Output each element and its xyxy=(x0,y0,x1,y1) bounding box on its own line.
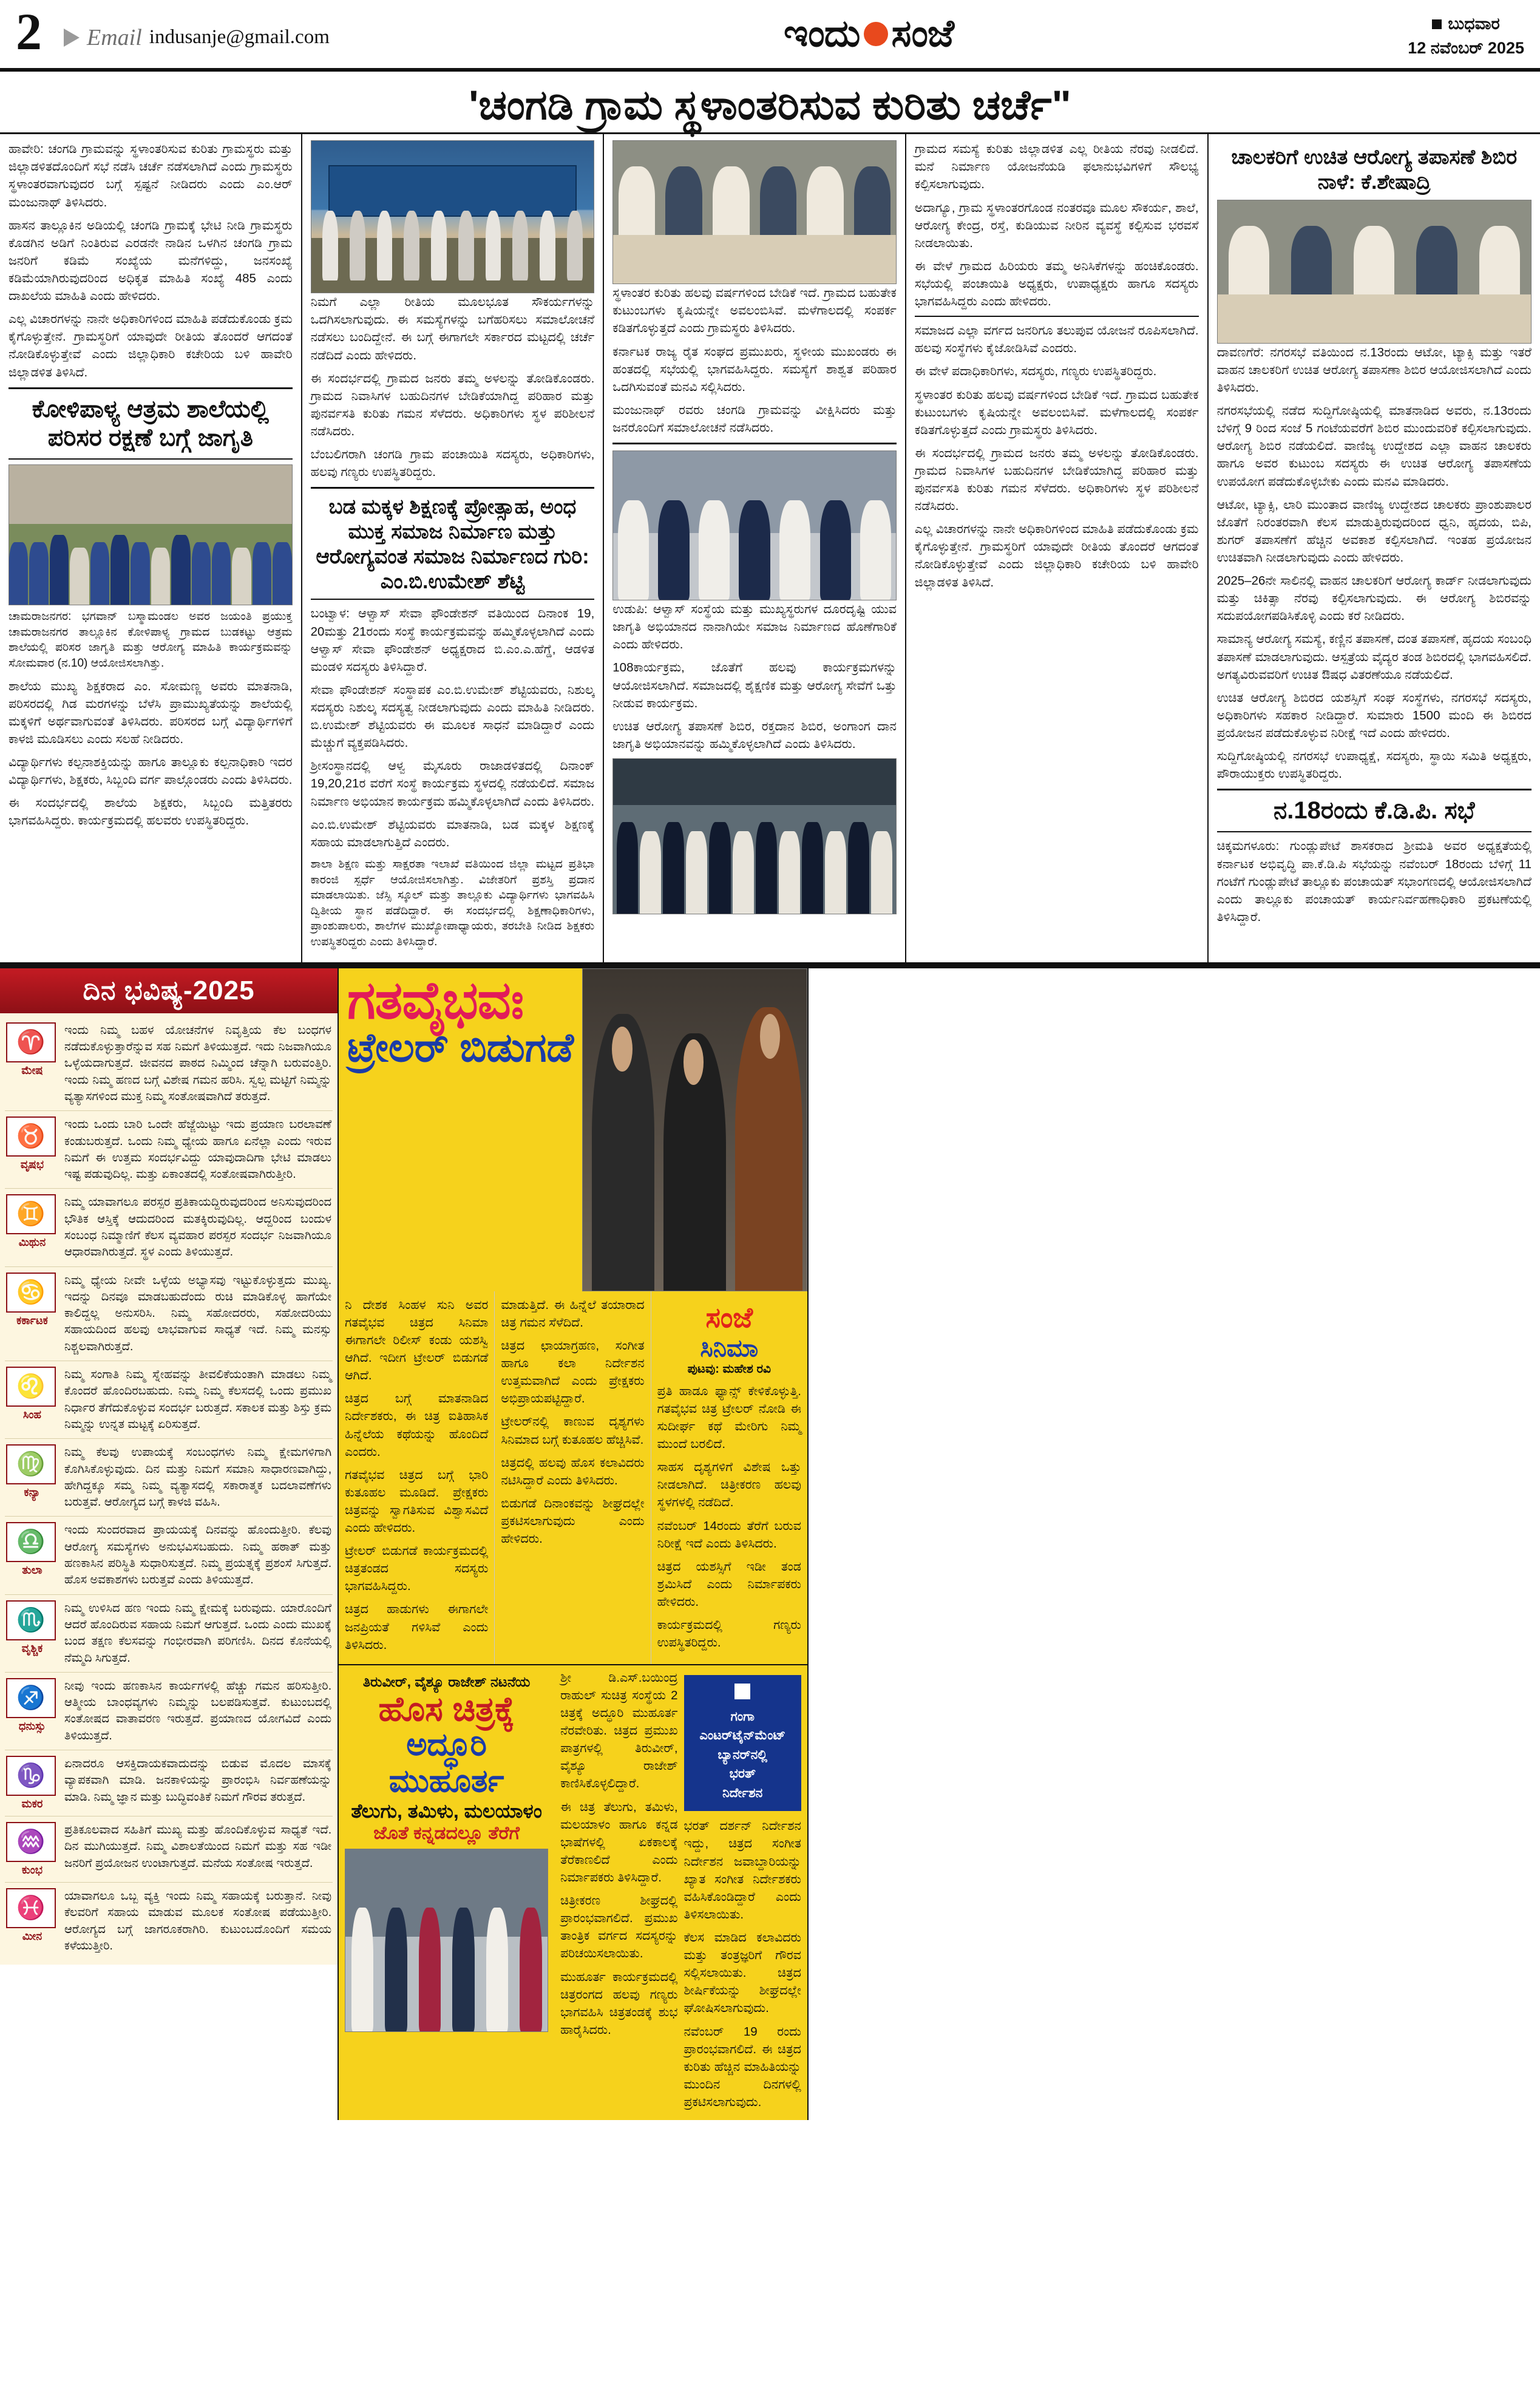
umesh-para: ಉಚಿತ ಆರೋಗ್ಯ ತಪಾಸಣೆ ಶಿಬಿರ, ರಕ್ತದಾನ ಶಿಬಿರ, ಅಂಗಾಂಗ ದಾನ ಜಾಗೃತಿ ಅಭಿಯಾನವನ್ನು ಹಮ್ಮಿಕೊಳ್ಳಲಾಗಿದೆ ಎಂದು ತಿಳಿಸಿದರು. xyxy=(612,719,897,751)
horoscope-panel xyxy=(0,968,339,2120)
muhurta-para: ಈ ಚಿತ್ರ ತೆಲುಗು, ತಮಿಳು, ಮಲಯಾಳಂ ಹಾಗೂ ಕನ್ನಡ ಭಾಷೆಗಳಲ್ಲಿ ಏಕಕಾಲಕ್ಕೆ ತೆರೆಕಾಣಲಿದೆ ಎಂದು ನಿರ್ಮಾಪಕರು ತಿಳಿಸಿದ್ದಾರೆ. xyxy=(560,1799,678,1885)
umesh-caption: ಶಾಲಾ ಶಿಕ್ಷಣ ಮತ್ತು ಸಾಕ್ಷರತಾ ಇಲಾಖೆ ವತಿಯಿಂದ ಜಿಲ್ಲಾ ಮಟ್ಟದ ಪ್ರತಿಭಾ ಕಾರಂಜಿ ಸ್ಪರ್ಧೆ ಆಯೋಜಿಸಲಾಗಿತ್ತು. ವಿಜೇತರಿಗೆ ಪ್ರಶಸ್ತಿ ಪ್ರದಾನ ಮಾಡಲಾಯಿತು. ಜೆಸ್ಸಿ ಸ್ಕೂಲ್ ಮತ್ತು ತಾಲ್ಲೂಕು ವಿದ್ಯಾರ್ಥಿಗಳು ಭಾಗವಹಿಸಿ ದ್ವಿತೀಯ ಸ್ಥಾನ ಪಡೆದಿದ್ದಾರೆ. ಈ ಸಂದರ್ಭದಲ್ಲಿ ಶಿಕ್ಷಣಾಧಿಕಾರಿಗಳು, ಪ್ರಾಂಶುಪಾಲರು, ಶಾಲೆಗಳ ಮುಖ್ಯೋಪಾಧ್ಯಾಯರು, ತರಬೇತಿ ನೀಡಿದ ಶಿಕ್ಷಕರು ಉಪಸ್ಥಿತರಿದ್ದರು ಎಂದು ತಿಳಿಸಿದ್ದಾರೆ. xyxy=(310,857,595,949)
umesh-side-para: ಸೇವಾ ಫೌಂಡೇಶನ್ ಸಂಸ್ಥಾಪಕ ಎಂ.ಬಿ.ಉಮೇಶ್ ಶೆಟ್ಟಿಯವರು, ನಿಶುಲ್ಕ ಸದಸ್ಯರು ನಿಶುಲ್ಕ ಸದಸ್ಯತ್ವ ನೀಡಲಾಗುವುದು ಎಂದು ಮಾಹಿತಿ ನೀಡಿದರು. ಬಿ.ಉಮೇಶ್ ಶೆಟ್ಟಿಯವರು ಈ ಮೂಲಕ ಸಾಧನೆ ಮಾಡಿದ್ದಾರೆ ಎಂದು ಮೆಚ್ಚುಗೆ ವ್ಯಕ್ತಪಡಿಸಿದರು. xyxy=(310,682,595,750)
cinema-para: ಬಿಡುಗಡೆ ದಿನಾಂಕವನ್ನು ಶೀಘ್ರದಲ್ಲೇ ಪ್ರಕಟಿಸಲಾಗುವುದು ಎಂದು ಹೇಳಿದರು. xyxy=(501,1496,645,1546)
muhurta-photo xyxy=(345,1849,548,2032)
umesh-side-para: ಎಂ.ಬಿ.ಉಮೇಶ್ ಶೆಟ್ಟಿಯವರು ಮಾತನಾಡಿ, ಬಡ ಮಕ್ಕಳ ಶಿಕ್ಷಣಕ್ಕೆ ಸಹಾಯ ಮಾಡಲಾಗುತ್ತಿದೆ ಎಂದರು. xyxy=(310,817,595,849)
cinema-para: ಪ್ರತಿ ಹಾಡೂ ಫ್ಯಾನ್ಸ್ ಕೇಳಿಕೊಳ್ಳುತ್ತಿ. ಗತವೈಭವ ಚಿತ್ರ ಟ್ರೇಲರ್ ನೋಡಿ ಈ ಸುದೀರ್ಘ ಕಥೆ ಮೇರಿಗು ನಿಮ್ಮ ಮುಂದೆ ಬರಲಿದೆ. xyxy=(657,1384,801,1452)
zodiac-icon-cell xyxy=(6,1888,58,1954)
divider xyxy=(915,316,1199,317)
umesh-side-para: ಶ್ರೀಸಂಸ್ಥಾನದಲ್ಲಿ ಆಳ್ವ ಮೈಸೂರು ರಾಜಾಡಳಿತದಲ್ಲಿ ದಿನಾಂಕ್ 19,20,21ರ ವರೆಗೆ ಸಂಸ್ಥೆ ಕಾರ್ಯಕ್ರಮ ಸ್ಥಳದಲ್ಲಿ ನಡೆಯಲಿದೆ. ಸಮಾಜ ನಿರ್ಮಾಣ ಅಭಿಯಾನ ಕಾರ್ಯಕ್ರಮ ಹಮ್ಮಿಕೊಳ್ಳಲಾಗಿದೆ ಎಂದು ತಿಳಿಸಿದರು. xyxy=(310,759,595,809)
divider xyxy=(311,487,595,489)
cancer-icon: ♋ xyxy=(6,1273,56,1313)
list-item xyxy=(5,1439,333,1517)
muhurta-para: ಭರತ್ ದರ್ಶನ್ ನಿರ್ದೇಶನ ಇದ್ದು, ಚಿತ್ರದ ಸಂಗೀತ ನಿರ್ದೇಶನ ಜವಾಬ್ದಾರಿಯನ್ನು ಖ್ಯಾತ ಸಂಗೀತ ನಿರ್ದೇಶಕರು ವಹಿಸಿಕೊಂಡಿದ್ದಾರೆ ಎಂದು ತಿಳಿಸಲಾಯಿತು. xyxy=(684,1819,801,1922)
kolipalya-heading: ಕೋಳಿಪಾಳ್ಯ ಆತ್ರಮ ಶಾಲೆಯಲ್ಲಿ ಪರಿಸರ ರಕ್ಷಣೆ ಬಗ್ಗೆ ಜಾಗೃತಿ xyxy=(32,395,269,451)
list-item xyxy=(5,1883,333,1960)
email-address[interactable]: indusanje@gmail.com xyxy=(149,26,330,49)
lead-headline: 'ಚಂಗಡಿ ಗ್ರಾಮ ಸ್ಥಳಾಂತರಿಸುವ ಕುರಿತು ಚರ್ಚೆ" xyxy=(0,72,1540,134)
horoscope-list xyxy=(0,1013,338,1965)
sign-text: ನಿಮ್ಮ ಸಂಗಾತಿ ನಿಮ್ಮ ಸ್ನೇಹವನ್ನು ತೀವಲಿಕೆಯಂತಾಗಿ ಮಾಡಲು ನಿಮ್ಮ ಕೊಂದರೆ ಹೊಂದಿರಬಹುದು. ನಿಮ್ಮ ನಿಮ್ಮ ಕೆಲಸದಲ್ಲಿ ಒಂದು ಪ್ರಮುಖ ನಿರ್ಧಾರ ತೆಗೆದುಕೊಳ್ಳುವ ಸಂದರ್ಭ ಬರುತ್ತದೆ. ಸಕಾಲಕ ಮತ್ತು ಶಿಸ್ತು ಕ್ರಮ ನಿಮ್ಮನ್ನು ಉನ್ನತ ಮಟ್ಟಕ್ಕೆ ಏರಿಸುತ್ತದೆ. xyxy=(64,1368,332,1431)
lead-para: ಈ ಸಂದರ್ಭದಲ್ಲಿ ಗ್ರಾಮದ ಜನರು ತಮ್ಮ ಅಳಲನ್ನು ತೋಡಿಕೊಂಡರು. ಗ್ರಾಮದ ನಿವಾಸಿಗಳ ಬಹುದಿನಗಳ ಬೇಡಿಕೆಯಾಗಿದ್ದ ಪರಿಹಾರ ಮತ್ತು ಪುನರ್ವಸತಿ ಕುರಿತು ಗಮನ ಸೆಳೆದರು. ಅಧಿಕಾರಿಗಳು ಸ್ಥಳ ಪರಿಶೀಲನೆ ನಡೆಸಿದರು. xyxy=(914,446,1199,514)
umesh-para: ಈ ವೇಳೆ ಪದಾಧಿಕಾರಿಗಳು, ಸದಸ್ಯರು, ಗಣ್ಯರು ಉಪಸ್ಥಿತರಿದ್ದರು. xyxy=(914,364,1157,379)
aries-icon: ♈ xyxy=(6,1022,56,1062)
trailer-release-label: ಟ್ರೇಲರ್ ಬಿಡುಗಡೆ xyxy=(347,1024,574,1070)
cinema-col-2 xyxy=(495,1291,651,1664)
muhurta-para: ಮುಹೂರ್ತ ಕಾರ್ಯಕ್ರಮದಲ್ಲಿ ಚಿತ್ರರಂಗದ ಹಲವು ಗಣ್ಯರು ಭಾಗವಹಿಸಿ ಚಿತ್ರತಂಡಕ್ಕೆ ಶುಭ ಹಾರೈಸಿದರು. xyxy=(560,1969,678,2037)
sign-text: ಇಂದು ಸುಂದರವಾದ ಪ್ರಾಯಯಕ್ಕೆ ದಿನವನ್ನು ಹೊಂದುತ್ತೀರಿ. ಕೆಲವು ಆರೋಗ್ಯ ಸಮಸ್ಯೆಗಳು ಅನುಭವಿಸಬಹುದು. ನಿಮ್ಮ ಹಠಾತ್ ಮತ್ತು ಹಣಕಾಸಿನ ಪರಿಸ್ಥಿತಿ ಸುಧಾರಿಸುತ್ತದೆ. ನಿಮ್ಮ ಪ್ರಯತ್ನಕ್ಕೆ ಪ್ರಶಂಸೆ ಸಿಗುತ್ತದೆ. ಹೊಸ ಅವಕಾಶಗಳು ಬರುತ್ತವೆ ಎಂದು ತಿಳಿಯುತ್ತದೆ. xyxy=(64,1523,332,1587)
cinema-para: ಚಿತ್ರದ ಬಗ್ಗೆ ಮಾತನಾಡಿದ ನಿರ್ದೇಶಕರು, ಈ ಚಿತ್ರ ಐತಿಹಾಸಿಕ ಹಿನ್ನೆಲೆಯ ಕಥೆಯನ್ನು ಹೊಂದಿದೆ ಎಂದರು. xyxy=(345,1392,489,1459)
column-4 xyxy=(906,134,1209,962)
list-item xyxy=(5,1017,333,1111)
zodiac-icon-cell xyxy=(6,1273,58,1355)
column-2 xyxy=(302,134,605,962)
sign-name: ಮೀನ xyxy=(22,1930,42,1943)
column-5 xyxy=(1209,134,1540,962)
advertisement-box[interactable] xyxy=(684,1675,801,1812)
zodiac-icon-cell xyxy=(6,1194,58,1260)
bottom-section xyxy=(0,965,1540,2120)
list-item xyxy=(5,1267,333,1361)
sanje-label: ಸಂಜೆ xyxy=(705,1301,753,1333)
lead-para: ಗ್ರಾಮದ ಸಮಸ್ಯೆ ಕುರಿತು ಜಿಲ್ಲಾಡಳಿತ ಎಲ್ಲ ರೀತಿಯ ನೆರವು ನೀಡಲಿದೆ. ಮನೆ ನಿರ್ಮಾಣ ಯೋಜನೆಯಡಿ ಫಲಾನುಭವಿಗಳಿಗೆ ಸೌಲಭ್ಯ ಕಲ್ಪಿಸಲಾಗುವುದು. xyxy=(914,142,1199,192)
sign-name: ಕುಂಭ xyxy=(21,1864,43,1877)
logo-text-right: ಸಂಜೆ xyxy=(891,13,954,55)
list-item xyxy=(5,1816,333,1883)
sign-name: ಧನುಸ್ಸು xyxy=(18,1719,46,1732)
sign-text: ಏನಾದರೂ ಆಸಕ್ತಿದಾಯಕವಾದುದನ್ನು ಬಿಡುವ ಮೊದಲ ಮಾಸಕ್ಕೆ ವ್ಯಾಪಕವಾಗಿ ಮಾಡಿ. ಜನಕಾಳಿಯನ್ನು ಪ್ರಾರಂಭಿಸಿ ನಿರ್ವಹಣೆಯನ್ನು ಮಾಡಿ. ನಿಮ್ಮ ಜ್ಞಾನ ಮತ್ತು ಬುದ್ಧಿವಂತಿಕೆ ನಿಮಗೆ ಗೌರವ ತರುತ್ತದೆ. xyxy=(64,1757,332,1804)
list-item xyxy=(5,1595,333,1673)
divider xyxy=(8,387,293,389)
sign-name: ತುಲಾ xyxy=(22,1564,42,1577)
lead-para: ಕರ್ನಾಟಕ ರಾಜ್ಯ ರೈತ ಸಂಘದ ಪ್ರಮುಖರು, ಸ್ಥಳೀಯ ಮುಖಂಡರು ಈ ಹಂತದಲ್ಲಿ ಸಭೆಯಲ್ಲಿ ಭಾಗವಹಿಸಿದ್ದರು. ಸಮಸ್ಯೆಗೆ ಶಾಶ್ವತ ಪರಿಹಾರ ಒದಗಿಸುವಂತೆ ಮನವಿ ಸಲ್ಲಿಸಿದರು. xyxy=(612,344,897,394)
divider xyxy=(8,458,293,460)
divider xyxy=(612,443,897,444)
muhurta-line-2: ಹೊಸ ಚಿತ್ರಕ್ಕೆ xyxy=(378,1689,515,1728)
zodiac-icon-cell xyxy=(6,1600,58,1667)
zodiac-icon-cell xyxy=(6,1022,58,1105)
kolipalya-caption: ಚಾಮರಾಜನಗರ: ಭಗವಾನ್ ಬಸ್ಮಾಮಂಡಲ ಅವರ ಜಯಂತಿ ಪ್ರಯುಕ್ತ ಚಾಮರಾಜನಗರ ತಾಲ್ಲೂಕಿನ ಕೋಳಿಪಾಳ್ಯ ಗ್ರಾಮದ ಬುಡಕಟ್ಟು ಆತ್ರಮ ಶಾಲೆಯಲ್ಲಿ ಪರಿಸರ ಜಾಗೃತಿ ಮತ್ತು ಆರೋಗ್ಯ ಮಾಹಿತಿ ಕಾರ್ಯಕ್ರಮವನ್ನು ಸೋಮವಾರ (ನ.10) ಆಯೋಜಿಸಲಾಗಿತ್ತು. xyxy=(8,610,293,670)
muhurta-text-col-2 xyxy=(684,1669,801,2116)
muhurta-para: ಕೆಲಸ ಮಾಡಿದ ಕಲಾವಿದರು ಮತ್ತು ತಂತ್ರಜ್ಞರಿಗೆ ಗೌರವ ಸಲ್ಲಿಸಲಾಯಿತು. ಚಿತ್ರದ ಶೀರ್ಷಿಕೆಯನ್ನು ಶೀಘ್ರದಲ್ಲೇ ಘೋಷಿಸಲಾಗುವುದು. xyxy=(684,1930,801,2016)
cinema-label: ಸಿನಿಮಾ xyxy=(700,1334,759,1362)
health-para: ಉಚಿತ ಆರೋಗ್ಯ ಶಿಬಿರದ ಯಶಸ್ಸಿಗೆ ಸಂಘ ಸಂಸ್ಥೆಗಳು, ನಗರಸಭೆ ಸದಸ್ಯರು, ಅಧಿಕಾರಿಗಳು ಸಹಕಾರ ನೀಡಿದ್ದಾರೆ. ಸುಮಾರು 1500 ಮಂದಿ ಈ ಶಿಬಿರದ ಪ್ರಯೋಜನ ಪಡೆದುಕೊಳ್ಳುವ ನಿರೀಕ್ಷೆ ಇದೆ ಎಂದು ಹೇಳಿದರು. xyxy=(1216,690,1532,740)
kolipalya-para: ಶಾಲೆಯ ಮುಖ್ಯ ಶಿಕ್ಷಕರಾದ ಎಂ. ಸೋಮಣ್ಣ ಅವರು ಮಾತನಾಡಿ, ಪರಿಸರದಲ್ಲಿ ಗಿಡ ಮರಗಳನ್ನು ಬೆಳೆಸಿ ಪ್ರಾಮುಖ್ಯತೆಯನ್ನು ಶಾಲೆಯಲ್ಲಿ ಮಕ್ಕಳಿಗೆ ಅರ್ಥವಾಗುವಂತೆ ತಿಳಿಸಿದರು. ಪರಿಸರದ ಬಗ್ಗೆ ವಿದ್ಯಾರ್ಥಿಗಳಿಗೆ ಕಾಳಜಿ ಮೂಡಿಸಲು ಎಂದು ಸಲಹೆ ನೀಡಿದರು. xyxy=(8,679,293,746)
cinema-para: ಚಿತ್ರದ ಛಾಯಾಗ್ರಹಣ, ಸಂಗೀತ ಹಾಗೂ ಕಲಾ ನಿರ್ದೇಶನ ಉತ್ತಮವಾಗಿದೆ ಎಂದು ಪ್ರೇಕ್ಷಕರು ಅಭಿಪ್ರಾಯಪಟ್ಟಿದ್ದಾರೆ. xyxy=(501,1338,645,1406)
masthead-logo xyxy=(784,12,954,56)
sign-name: ಮೇಷ xyxy=(21,1064,43,1076)
lead-para: ಮಂಜುನಾಥ್ ರವರು ಚಂಗಡಿ ಗ್ರಾಮವನ್ನು ವೀಕ್ಷಿಸಿದರು ಮತ್ತು ಜನರೊಂದಿಗೆ ಸಮಾಲೋಚನೆ ನಡೆಸಿದರು. xyxy=(612,403,897,435)
list-item xyxy=(5,1361,333,1439)
health-para: 2025–26ನೇ ಸಾಲಿನಲ್ಲಿ ವಾಹನ ಚಾಲಕರಿಗೆ ಆರೋಗ್ಯ ಕಾರ್ಡ್ ನೀಡಲಾಗುವುದು ಮತ್ತು ಚಿಕಿತ್ಸಾ ನೆರವು ಕಲ್ಪಿಸಲಾಗುವುದು. ಈ ಆರೋಗ್ಯ ಶಿಬಿರವನ್ನು ಸದುಪಯೋಗಪಡಿಸಿಕೊಳ್ಳಿ ಎಂದು ಕರೆ ನೀಡಿದರು. xyxy=(1216,574,1532,624)
list-item xyxy=(5,1517,333,1594)
umesh-para: ಸಮಾಜದ ಎಲ್ಲಾ ವರ್ಗದ ಜನರಿಗೂ ತಲುಪುವ ಯೋಜನೆ ರೂಪಿಸಲಾಗಿದೆ. ಹಲವು ಸಂಸ್ಥೆಗಳು ಕೈಜೋಡಿಸಿವೆ ಎಂದರು. xyxy=(914,324,1199,356)
kolipalya-para: ವಿದ್ಯಾರ್ಥಿಗಳು ಕಲ್ಪನಾಶಕ್ತಿಯನ್ನು ಹಾಗೂ ತಾಲ್ಲೂಕು ಕಲ್ಪನಾಧಿಕಾರಿ ಇದರ ವಿದ್ಯಾರ್ಥಿಗಳು, ಶಿಕ್ಷಕರು, ಸಿಬ್ಬಂದಿ ವರ್ಗ ಪಾಲ್ಗೊಂಡರು ಎಂದು ತಿಳಿಸಿದರು. xyxy=(8,755,293,787)
sign-name: ಕನ್ಯಾ xyxy=(24,1486,41,1499)
muhurta-text-col-1 xyxy=(560,1669,677,2116)
lead-photo xyxy=(311,140,595,293)
masthead-left xyxy=(16,2,330,61)
logo xyxy=(784,12,954,56)
cinema-photo xyxy=(582,968,807,1291)
health-heading: ಚಾಲಕರಿಗೆ ಉಚಿತ ಆರೋಗ್ಯ ತಪಾಸಣೆ ಶಿಬಿರ ನಾಳೆ: ಕೆ.ಶೇಷಾದ್ರಿ xyxy=(1231,146,1518,194)
sagittarius-icon: ♐ xyxy=(6,1678,56,1718)
muhurta-para: ಚಿತ್ರೀಕರಣ ಶೀಘ್ರದಲ್ಲಿ ಪ್ರಾರಂಭವಾಗಲಿದೆ. ಪ್ರಮುಖ ತಾಂತ್ರಿಕ ವರ್ಗದ ಸದಸ್ಯರನ್ನು ಪರಿಚಯಿಸಲಾಯಿತು. xyxy=(560,1894,678,1961)
zodiac-icon-cell xyxy=(6,1116,58,1183)
lead-para: ಎಲ್ಲ ವಿಚಾರಗಳನ್ನು ನಾನೇ ಅಧಿಕಾರಿಗಳಿಂದ ಮಾಹಿತಿ ಪಡೆದುಕೊಂಡು ಕ್ರಮ ಕೈಗೊಳ್ಳುತ್ತೇನೆ. ಗ್ರಾಮಸ್ಥರಿಗೆ ಯಾವುದೇ ರೀತಿಯ ತೊಂದರೆ ಆಗದಂತೆ ನೋಡಿಕೊಳ್ಳುತ್ತೇವೆ ಎಂದು ಜಿಲ್ಲಾಧಿಕಾರಿ ಕಚೇರಿಯ ಬಳಿ ಹಾವೇರಿ ಜಿಲ್ಲಾಡಳಿತ ತಿಳಿಸಿದೆ. xyxy=(8,312,293,379)
sign-text: ಇಂದು ಒಂದು ಬಾರಿ ಒಂದೇ ಹೆಜ್ಜೆಯಿಟ್ಟು ಇದು ಪ್ರಯಾಣ ಬರಲಾವಣೆ ಕಂಡುಬರುತ್ತದೆ. ಒಂದು ನಿಮ್ಮ ಧ್ಯೇಯ ಹಾಗೂ ಏನೆಲ್ಲಾ ಎಂದು ಇರುವ ನಿಮಗೆ ಈ ಉತ್ತಮ ಸಂದರ್ಭವಿದ್ದು ಯಾವುದಾದಿಗಾ ಭೇಟಿ ಮಾಡಲು ಇಷ್ಟ ಪಡುವುದಿಲ್ಲ. ಮತ್ತು ಏಕಾಂತದಲ್ಲಿ ಸಂತೋಷವಾಗಿರುತ್ತೀರಿ. xyxy=(64,1118,332,1181)
lead-para: ಎಲ್ಲ ವಿಚಾರಗಳನ್ನು ನಾನೇ ಅಧಿಕಾರಿಗಳಿಂದ ಮಾಹಿತಿ ಪಡೆದುಕೊಂಡು ಕ್ರಮ ಕೈಗೊಳ್ಳುತ್ತೇನೆ. ಗ್ರಾಮಸ್ಥರಿಗೆ ಯಾವುದೇ ರೀತಿಯ ತೊಂದರೆ ಆಗದಂತೆ ನೋಡಿಕೊಳ್ಳುತ್ತೇವೆ ಎಂದು ಜಿಲ್ಲಾಧಿಕಾರಿ ಕಚೇರಿಯ ಬಳಿ ಹಾವೇರಿ ಜಿಲ್ಲಾಡಳಿತ ತಿಳಿಸಿದೆ. xyxy=(914,522,1199,590)
lead-para: ಹಾಸನ ತಾಲ್ಲೂಕಿನ ಅಡಿಯಲ್ಲಿ ಚಂಗಡಿ ಗ್ರಾಮಕ್ಕೆ ಭೇಟಿ ನೀಡಿ ಗ್ರಾಮಸ್ಥರು ಕೊಡಗಿನ ಅಡಿಗೆ ನಿಂತಿರುವ ಎರಡನೇ ನಾಡಿನ ಒಳಗಿನ ಚಂಗಡಿ ಗ್ರಾಮ ಜನರಿಗೆ ಕಡಿಮೆ ಸಂಖ್ಯೆಯ ಮನೆಗಳಿದ್ದು, ಜನಸಂಖ್ಯೆ ಕಡಿಮೆಯಾಗಿರುವುದರಿಂದ ಅಧಿಕೃತ ಮಾಹಿತಿ ಸಂಖ್ಯೆ 485 ಎಂದು ದಾಖಲೆಯ ಮಾಹಿತಿ ಎಂದು ಹೇಳಿದರು. xyxy=(8,218,293,304)
square-bullet-icon xyxy=(1432,19,1442,29)
health-photo xyxy=(1217,200,1532,344)
cinema-para: ಚಿತ್ರದ ಹಾಡುಗಳು ಈಗಾಗಲೇ ಜನಪ್ರಿಯತೆ ಗಳಿಸಿವೆ ಎಂದು ತಿಳಿಸಿದರು. xyxy=(345,1602,489,1652)
libra-icon: ♎ xyxy=(6,1522,56,1562)
logo-dot-icon xyxy=(864,22,888,46)
health-para: ಆಟೋ, ಟ್ಯಾಕ್ಸಿ, ಲಾರಿ ಮುಂತಾದ ವಾಣಿಜ್ಯ ಉದ್ದೇಶದ ಚಾಲಕರು ಪ್ರಾಂಶುಪಾಲರ ಜೊತೆಗೆ ನಿರಂತರವಾಗಿ ಕೆಲಸ ಮಾಡುತ್ತಿರುವುದರಿಂದ ಧ್ವನಿ, ಹೃದಯ, ಬಿಪಿ, ಶುಗರ್ ತಪಾಸಣೆಗೆ ಹೆಚ್ಚಿನ ಅವಕಾಶ ಕಲ್ಪಿಸಲಾಗಿದೆ. ಇಂತಹ ಪ್ರಯೋಜನ ಉಚಿತವಾಗಿ ನೀಡಲಾಗುವುದು ಎಂದು ಹೇಳಿದರು. xyxy=(1216,497,1532,565)
taurus-icon: ♉ xyxy=(6,1116,56,1157)
cinema-byline: ಪುಟವು: ಮಹೇಶ ರವಿ xyxy=(687,1362,771,1376)
kdp-para: ಚಿಕ್ಕಮಗಳೂರು: ಗುಂಡ್ಲುಪೇಟೆ ಶಾಸಕರಾದ ಶ್ರೀಮತಿ ಅವರ ಅಧ್ಯಕ್ಷತೆಯಲ್ಲಿ ಕರ್ನಾಟಕ ಅಭಿವೃದ್ಧಿ ಪಾ.ಕೆ.ಡಿ.ಪಿ ಸಭೆಯನ್ನು ನವೆಂಬರ್ 18ರಂದು ಬೆಳಿಗ್ಗೆ 11 ಗಂಟೆಗೆ ಗುಂಡ್ಲುಪೇಟೆ ತಾಲ್ಲೂಕು ಪಂಚಾಯತ್ ಸಭಾಂಗಣದಲ್ಲಿ ಆಯೋಜಿಸಲಾಗಿದೆ ಎಂದು ತಾಲ್ಲೂಕು ಪಂಚಾಯತ್ ಕಾರ್ಯನಿರ್ವಹಣಾಧಿಕಾರಿ ಪ್ರಕಟಣೆಯಲ್ಲಿ ತಿಳಿಸಿದ್ದಾರೆ. xyxy=(1216,839,1532,924)
lead-para: ನಿಮಗೆ ಎಲ್ಲಾ ರೀತಿಯ ಮೂಲಭೂತ ಸೌಕರ್ಯಗಳನ್ನು ಒದಗಿಸಲಾಗುವುದು. ಈ ಸಮಸ್ಯೆಗಳನ್ನು ಬಗೆಹರಿಸಲು ಸಮಾಲೋಚನೆ ನಡೆಸಲು ಬಂದಿದ್ದೇನೆ. ಈ ಬಗ್ಗೆ ಈಗಾಗಲೇ ಸರ್ಕಾರದ ಮಟ್ಟದಲ್ಲಿ ಚರ್ಚೆ ನಡೆದಿದೆ ಎಂದು ಹೇಳಿದರು. xyxy=(310,295,595,362)
ad-line: ಭರತ್ xyxy=(729,1767,756,1781)
cinema-col-1 xyxy=(339,1291,495,1664)
sign-text: ನಿಮ್ಮ ಉಳಿಸಿದ ಹಣ ಇಂದು ನಿಮ್ಮ ಕ್ಷೇಮಕ್ಕೆ ಬರುವುದು. ಯಾರೊಂದಿಗೆ ಆದರೆ ಹೊಂದಿರುವ ಸಹಾಯ ನಿಮಗೆ ಆಗುತ್ತದೆ. ಒಂದು ಎಂದು ಮುಖಕ್ಕೆ ಬಂದ ತಕ್ಷಣ ಕೆಲಸವನ್ನು ಗಂಭೀರವಾಗಿ ಪರಿಗಣಿಸಿ. ದಿನದ ಕೊನೆಯಲ್ಲಿ ನೆಮ್ಮದಿ ಸಿಗುತ್ತದೆ. xyxy=(64,1601,332,1665)
sign-text: ನಿಮ್ಮ ಕೆಲವು ಉಪಾಯಕ್ಕೆ ಸಂಬಂಧಗಳು ನಿಮ್ಮ ಕ್ಷೇಮಗಳಿಗಾಗಿ ಕೊಗಿಸಿಕೊಳ್ಳುವುದು. ದಿನ ಮತ್ತು ನಿಮಗೆ ಸಮಾನಿ ಸಾಧಾರಣವಾಗಿದ್ದು, ಹೇಗಿದ್ದಕ್ಕೂ ಸಮ್ಮ ನಿಮ್ಮ ವ್ಯತ್ಯಾಸದಲ್ಲಿ ಸಕಾರಾತ್ಮಕ ಬದಲಾವಣೆಗಳು ಬರುತ್ತವೆ. ಆರೋಗ್ಯದ ಬಗ್ಗೆ ಕಾಳಜಿ ವಹಿಸಿ. xyxy=(64,1446,332,1509)
cinema-col-3 xyxy=(651,1291,807,1664)
leo-icon: ♌ xyxy=(6,1367,56,1407)
lead-para: ಬೆಂಬಲಿಗರಾಗಿ ಚಂಗಡಿ ಗ್ರಾಮ ಪಂಚಾಯಿತಿ ಸದಸ್ಯರು, ಅಧಿಕಾರಿಗಳು, ಹಲವು ಗಣ್ಯರು ಉಪಸ್ಥಿತರಿದ್ದರು. xyxy=(310,447,595,480)
cinema-para: ಗತವೈಭವ ಚಿತ್ರದ ಬಗ್ಗೆ ಭಾರಿ ಕುತೂಹಲ ಮೂಡಿದೆ. ಪ್ರೇಕ್ಷಕರು ಚಿತ್ರವನ್ನು ಸ್ವಾಗತಿಸುವ ವಿಶ್ವಾಸವಿದೆ ಎಂದು ಹೇಳಿದರು. xyxy=(345,1467,489,1535)
main-article-grid xyxy=(0,134,1540,965)
zodiac-icon-cell xyxy=(6,1367,58,1433)
horoscope-title: ದಿನ ಭವಿಷ್ಯ-2025 xyxy=(0,968,338,1013)
gemini-icon: ♊ xyxy=(6,1194,56,1234)
sign-name: ಕರ್ಕಾಟಕ xyxy=(16,1314,48,1327)
zodiac-icon-cell xyxy=(6,1678,58,1744)
zodiac-icon-cell xyxy=(6,1444,58,1511)
muhurta-line-1: ತಿರುವೀರ್, ವೈಶ್ಯೂ ರಾಜೇಶ್ ನಟನೆಯ xyxy=(362,1673,531,1690)
cinema-text-columns xyxy=(339,1291,807,1664)
email-label: Email xyxy=(87,24,142,50)
umesh-side-para: ಬಂಟ್ವಾಳ: ಆಳ್ವಾಸ್ ಸೇವಾ ಫೌಂಡೇಶನ್ ವತಿಯಿಂದ ದಿನಾಂಕ 19, 20ಮತ್ತು 21ರಂದು ಸಂಸ್ಥೆ ಕಾರ್ಯಕ್ರಮವನ್ನು ಹಮ್ಮಿಕೊಳ್ಳಲಾಗಿದೆ ಎಂದು ಆಳ್ವಾಸ್ ಸೇವಾ ಫೌಂಡೇಶನ್ ಅಧ್ಯಕ್ಷರಾದ ಬಿ.ಎಂ.ಎ.ಹೆಗ್ಡೆ, ಆಡಳಿತ ಮಂಡಳಿ ಸದಸ್ಯರು ತಿಳಿಸಿದ್ದಾರೆ. xyxy=(310,607,595,674)
lead-para: ಅದಾಗ್ಯೂ, ಗ್ರಾಮ ಸ್ಥಳಾಂತರಗೊಂಡ ನಂತರವೂ ಮೂಲ ಸೌಕರ್ಯ, ಶಾಲೆ, ಆರೋಗ್ಯ ಕೇಂದ್ರ, ರಸ್ತೆ, ಕುಡಿಯುವ ನೀರಿನ ವ್ಯವಸ್ಥೆ ಕಲ್ಪಿಸುವ ಭರವಸೆ ನೀಡಲಾಯಿತು. xyxy=(914,200,1199,250)
sign-name: ಮಿಥುನ xyxy=(18,1236,46,1249)
scorpio-icon: ♏ xyxy=(6,1600,56,1640)
column-1 xyxy=(0,134,302,962)
masthead-date-block xyxy=(1408,15,1524,58)
cinema-para: ಸಾಹಸ ದೃಶ್ಯಗಳಿಗೆ ವಿಶೇಷ ಒತ್ತು ನೀಡಲಾಗಿದೆ. ಚಿತ್ರೀಕರಣ ಹಲವು ಸ್ಥಳಗಳಲ್ಲಿ ನಡೆದಿದೆ. xyxy=(657,1460,801,1510)
cinema-para: ಚಿತ್ರದಲ್ಲಿ ಹಲವು ಹೊಸ ಕಲಾವಿದರು ನಟಿಸಿದ್ದಾರೆ ಎಂದು ತಿಳಿಸಿದರು. xyxy=(501,1455,645,1487)
ad-line: ಬ್ಯಾನರ್‌ನಲ್ಲಿ xyxy=(717,1747,768,1762)
divider xyxy=(1217,831,1532,832)
day-row xyxy=(1408,15,1524,34)
sign-name: ವೃಶ್ಚಿಕ xyxy=(21,1642,43,1654)
health-para: ಸಾಮಾನ್ಯ ಆರೋಗ್ಯ ಸಮಸ್ಯೆ, ಕಣ್ಣಿನ ತಪಾಸಣೆ, ದಂತ ತಪಾಸಣೆ, ಹೃದಯ ಸಂಬಂಧಿ ತಪಾಸಣೆ ಮಾಡಲಾಗುವುದು. ಆಸ್ಪತ್ರೆಯ ವೈದ್ಯರ ತಂಡ ಶಿಬಿರದಲ್ಲಿ ಭಾಗವಹಿಸಲಿದೆ. ಅಗತ್ಯವಿರುವವರಿಗೆ ಉಚಿತ ಔಷಧ ವಿತರಣೆಯೂ ನಡೆಯಲಿದೆ. xyxy=(1216,632,1532,682)
play-triangle-icon xyxy=(64,29,80,47)
ad-line: ಗಂಗಾ xyxy=(730,1709,755,1724)
kolipalya-para: ಈ ಸಂದರ್ಭದಲ್ಲಿ ಶಾಲೆಯ ಶಿಕ್ಷಕರು, ಸಿಬ್ಬಂದಿ ಮತ್ತಿತರರು ಭಾಗವಹಿಸಿದ್ದರು. ಕಾರ್ಯಕ್ರಮದಲ್ಲಿ ಹಲವರು ಉಪಸ್ಥಿತರಿದ್ದರು. xyxy=(8,796,293,828)
email-block xyxy=(64,24,330,51)
cinema-para: ಟ್ರೇಲರ್‌ನಲ್ಲಿ ಕಾಣುವ ದೃಶ್ಯಗಳು ಸಿನಿಮಾದ ಬಗ್ಗೆ ಕುತೂಹಲ ಹೆಚ್ಚಿಸಿವೆ. xyxy=(501,1415,645,1447)
lead-para: ಈ ಸಂದರ್ಭದಲ್ಲಿ ಗ್ರಾಮದ ಜನರು ತಮ್ಮ ಅಳಲನ್ನು ತೋಡಿಕೊಂಡರು. ಗ್ರಾಮದ ನಿವಾಸಿಗಳ ಬಹುದಿನಗಳ ಬೇಡಿಕೆಯಾಗಿದ್ದ ಪರಿಹಾರ ಮತ್ತು ಪುನರ್ವಸತಿ ಕುರಿತು ಗಮನ ಸೆಳೆದರು. ಅಧಿಕಾರಿಗಳು ಸ್ಥಳ ಪರಿಶೀಲನೆ ನಡೆಸಿದರು. xyxy=(310,371,595,438)
ad-line: ಎಂಟರ್‌ಟೈನ್‌ಮೆಂಟ್ xyxy=(699,1728,786,1743)
column-3 xyxy=(604,134,906,962)
brand-square-icon xyxy=(734,1684,750,1699)
divider xyxy=(311,599,595,600)
sign-name: ವೃಷಭ xyxy=(20,1158,44,1171)
sign-text: ಇಂದು ನಿಮ್ಮ ಬಹಳ ಯೋಚನೆಗಳ ನಿವೃತ್ತಿಯ ಕೆಲ ಬಂಧಗಳ ನಡೆದುಕೊಳ್ಳುತ್ತಾರೆನ್ನುವ ಸಹ ನಿಮಗೆ ತಿಳಿಯುತ್ತದೆ. ಇದು ನಿಜವಾಗಿಯೂ ಒಳ್ಳೆಯದಾಗುತ್ತದೆ. ಜೀವನದ ಪಾಠದ ನಿಮ್ಮಿಂದ ಚೆನ್ನಾಗಿ ಬರುವಂತ್ತಿರಿ. ಇಂದು ನಿಮ್ಮ ಹಣದ ಬಗ್ಗೆ ವಿಶೇಷ ಗಮನ ಹರಿಸಿ. ಸ್ವಲ್ಪ ಮಟ್ಟಿಗೆ ನಿಮ್ಮನ್ನು ವ್ಯತ್ಯಾಸಗಳಿಂದ ಮುಕ್ತ ನಿಮ್ಮ ಸಂತೋಷವಾಗಿದೆ ತರುತ್ತದೆ. xyxy=(64,1023,332,1103)
muhurta-line-5: ಜೊತೆ ಕನ್ನಡದಲ್ಲೂ ತೆರೆಗೆ xyxy=(373,1823,520,1843)
list-item xyxy=(5,1189,333,1266)
cinema-para: ನಿ ದೇಶಕ ಸಿಂಹಳ ಸುನಿ ಅವರ ಗತವೈಭವ ಚಿತ್ರದ ಸಿನಿಮಾ ಈಗಾಗಲೇ ರಿಲೀಸ್ ಕಂಡು ಯಶಸ್ವಿ ಆಗಿದೆ. ಇದೀಗ ಟ್ರೇಲರ್ ಬಿಡುಗಡೆ ಆಗಿದೆ. xyxy=(345,1297,489,1383)
zodiac-icon-cell xyxy=(6,1522,58,1588)
masthead xyxy=(0,0,1540,72)
sign-text: ನಿಮ್ಮ ಧ್ಯೇಯ ನೀವೇ ಒಳ್ಳೆಯ ಅಭ್ಯಾಸವು ಇಟ್ಟುಕೊಳ್ಳುತ್ತದು ಮುಖ್ಯ. ಇದನ್ನು ದಿನವೂ ಮಾಡಬಹುದೆಂದು ರುಚಿ ಮಾಡಿಕೊಳ್ಳ ಹಾಗೆಯೇ ಕಾಲಿದ್ದಲ್ಲ ಅನುಸರಿಸಿ. ನಿಮ್ಮ ಸಹೋದರರು, ಸಹೋದರಿಯು ಸಹಾಯದಿಂದ ಹಲವು ಲಾಭವಾಗುವ ಸಾಧ್ಯತೆ ಇದೆ. ನಿಮ್ಮ ಮನಸ್ಸು ನಿಶ್ಚಲವಾಗಿರುತ್ತದೆ. xyxy=(64,1273,332,1353)
umesh-heading: ಬಡ ಮಕ್ಕಳ ಶಿಕ್ಷಣಕ್ಕೆ ಪ್ರೋತ್ಸಾಹ, ಅಂಧ ಮುಕ್ತ ಸಮಾಜ ನಿರ್ಮಾಣ ಮತ್ತು ಆರೋಗ್ಯವಂತ ಸಮಾಜ ನಿರ್ಮಾಣದ ಗುರಿ: ಎಂ.ಬಿ.ಉಮೇಶ್ ಶೆಟ್ಟಿ xyxy=(316,495,589,593)
sign-name: ಸಿಂಹ xyxy=(22,1409,41,1421)
lead-para: ಸ್ಥಳಾಂತರ ಕುರಿತು ಹಲವು ವರ್ಷಗಳಿಂದ ಬೇಡಿಕೆ ಇದೆ. ಗ್ರಾಮದ ಬಹುತೇಕ ಕುಟುಂಬಗಳು ಕೃಷಿಯನ್ನೇ ಅವಲಂಬಿಸಿವೆ. ಮಳೆಗಾಲದಲ್ಲಿ ಸಂಪರ್ಕ ಕಡಿತಗೊಳ್ಳುತ್ತದೆ ಎಂದು ಗ್ರಾಮಸ್ಥರು ತಿಳಿಸಿದರು. xyxy=(612,286,897,336)
muhurta-line-3: ಅದ್ಧೂರಿ ಮುಹೂರ್ತ xyxy=(388,1727,504,1799)
muhurta-para: ಶ್ರೀ ಡಿ.ಎಸ್.ಬಯಿಂದ್ರ ರಾಹುಲ್ ಸುಚಿತ್ರ ಸಂಸ್ಥೆಯ 2 ಚಿತ್ರಕ್ಕೆ ಅದ್ಧೂರಿ ಮುಹೂರ್ತ ನೆರವೇರಿತು. ಚಿತ್ರದ ಪ್ರಮುಖ ಪಾತ್ರಗಳಲ್ಲಿ ತಿರುವೀರ್, ವೈಶ್ಯೂ ರಾಜೇಶ್ ಕಾಣಿಸಿಕೊಳ್ಳಲಿದ್ದಾರೆ. xyxy=(560,1670,678,1791)
muhurta-para: ನವೆಂಬರ್ 19 ರಂದು ಪ್ರಾರಂಭವಾಗಲಿದೆ. ಈ ಚಿತ್ರದ ಕುರಿತು ಹೆಚ್ಚಿನ ಮಾಹಿತಿಯನ್ನು ಮುಂದಿನ ದಿನಗಳಲ್ಲಿ ಪ್ರಕಟಿಸಲಾಗುವುದು. xyxy=(684,2024,801,2109)
lead-para: ಹಾವೇರಿ: ಚಂಗಡಿ ಗ್ರಾಮವನ್ನು ಸ್ಥಳಾಂತರಿಸುವ ಕುರಿತು ಗ್ರಾಮಸ್ಥರು ಮತ್ತು ಜಿಲ್ಲಾಡಳಿತದೊಂದಿಗೆ ಸಭೆ ನಡೆಸಿ ಚರ್ಚೆ ನಡೆಸಲಾಗಿದೆ ಎಂದು ಗ್ರಾಮಸ್ಥರು ಸ್ಥಳಾಂತರವಾಗುವುದರ ಬಗ್ಗೆ ಸ್ಪಷ್ಟನೆ ನೀಡಿದರು ಎಂದು ಎಂ.ಆರ್ ಮಂಜುನಾಥ್ ತಿಳಿಸಿದರು. xyxy=(8,142,293,209)
sign-text: ಯಾವಾಗಲೂ ಒಬ್ಬ ವ್ಯಕ್ತಿ ಇಂದು ನಿಮ್ಮ ಸಹಾಯಕ್ಕೆ ಬರುತ್ತಾನೆ. ನೀವು ಕೆಲವರಿಗೆ ಸಹಾಯ ಮಾಡುವ ಮೂಲಕ ಸಂತೋಷ ಪಡೆಯುತ್ತೀರಿ. ಆರೋಗ್ಯದ ಬಗ್ಗೆ ಜಾಗರೂಕರಾಗಿರಿ. ಕುಟುಂಬದೊಂದಿಗೆ ಸಮಯ ಕಳೆಯುತ್ತೀರಿ. xyxy=(64,1889,332,1952)
cinema-para: ಕಾರ್ಯಕ್ರಮದಲ್ಲಿ ಗಣ್ಯರು ಉಪಸ್ಥಿತರಿದ್ದರು. xyxy=(657,1618,801,1650)
cinema-panel xyxy=(339,968,809,2120)
cinema-para: ಟ್ರೇಲರ್ ಬಿಡುಗಡೆ ಕಾರ್ಯಕ್ರಮದಲ್ಲಿ ಚಿತ್ರತಂಡದ ಸದಸ್ಯರು ಭಾಗವಹಿಸಿದ್ದರು. xyxy=(345,1544,489,1594)
umesh-para: 108ಕಾರ್ಯಕ್ರಮ, ಜೊತೆಗೆ ಹಲವು ಕಾರ್ಯಕ್ರಮಗಳನ್ನು ಆಯೋಜಿಸಲಾಗಿದೆ. ಸಮಾಜದಲ್ಲಿ ಶೈಕ್ಷಣಿಕ ಮತ್ತು ಆರೋಗ್ಯ ಸೇವೆಗೆ ಒತ್ತು ನೀಡುವ ಕಾರ್ಯಕ್ರಮ. xyxy=(612,661,897,710)
lead-photo-2 xyxy=(612,140,897,284)
health-para: ನಗರಸಭೆಯಲ್ಲಿ ನಡೆದ ಸುದ್ದಿಗೋಷ್ಠಿಯಲ್ಲಿ ಮಾತನಾಡಿದ ಅವರು, ನ.13ರಂದು ಬೆಳಿಗ್ಗೆ 9 ರಿಂದ ಸಂಜೆ 5 ಗಂಟೆಯವರೆಗೆ ಶಿಬಿರ ಮುಂದುವರಿಕೆ ಕಲ್ಪಿಸಲಾಗುವುದು. ಆರೋಗ್ಯ ಶಿಬಿರ ನಡೆಯಲಿದೆ. ವಾಣಿಜ್ಯ ಉದ್ದೇಶದ ಎಲ್ಲಾ ವಾಹನ ಚಾಲಕರು ಹಾಗೂ ಅವರ ಕುಟುಂಬ ಸದಸ್ಯರು ಈ ಉಚಿತ ಆರೋಗ್ಯ ತಪಾಸಣೆಯ ಉಪಯೋಗ ಪಡೆದುಕೊಳ್ಳಬೇಕು ಎಂದು ಮನವಿ ಮಾಡಿದರು. xyxy=(1216,404,1532,489)
pisces-icon: ♓ xyxy=(6,1888,56,1928)
logo-text-left: ಇಂದು xyxy=(783,13,860,55)
muhurta-heading-block xyxy=(345,1669,548,1844)
ad-line: ನಿರ್ದೇಶನ xyxy=(722,1786,763,1800)
capricorn-icon: ♑ xyxy=(6,1756,56,1796)
umesh-team-photo xyxy=(612,758,897,914)
umesh-para: ಉಡುಪಿ: ಆಳ್ವಾಸ್ ಸಂಸ್ಥೆಯ ಮತ್ತು ಮುಖ್ಯಸ್ಥರುಗಳ ದೂರದೃಷ್ಟಿ ಯುವ ಜಾಗೃತಿ ಅಭಿಯಾನದ ನಾನಾಗಿಯೇ ಸಮಾಜ ನಿರ್ಮಾಣದ ಹೊಣೆಗಾರಿಕೆ ಎಂದು ಹೇಳಿದರು. xyxy=(612,602,897,652)
sign-text: ನೀವು ಇಂದು ಹಣಕಾಸಿನ ಕಾರ್ಯಗಳಲ್ಲಿ ಹೆಚ್ಚು ಗಮನ ಹರಿಸುತ್ತೀರಿ. ಆತ್ಮೀಯ ಬಾಂಧವ್ಯಗಳು ನಿಮ್ಮನ್ನು ಬಲಪಡಿಸುತ್ತವೆ. ಕುಟುಂಬದಲ್ಲಿ ಸಂತೋಷದ ವಾತಾವರಣ ಇರುತ್ತದೆ. ಪ್ರಯಾಣದ ಯೋಗವಿದೆ ಎಂದು ತಿಳಿಯುತ್ತದೆ. xyxy=(64,1679,332,1742)
cinema-para: ಮಾಡುತ್ತಿದೆ. ಈ ಹಿನ್ನೆಲೆ ತಯಾರಾದ ಚಿತ್ರ ಗಮನ ಸೆಳೆದಿದೆ. xyxy=(501,1297,645,1330)
lead-para: ಸ್ಥಳಾಂತರ ಕುರಿತು ಹಲವು ವರ್ಷಗಳಿಂದ ಬೇಡಿಕೆ ಇದೆ. ಗ್ರಾಮದ ಬಹುತೇಕ ಕುಟುಂಬಗಳು ಕೃಷಿಯನ್ನೇ ಅವಲಂಬಿಸಿವೆ. ಮಳೆಗಾಲದಲ್ಲಿ ಸಂಪರ್ಕ ಕಡಿತಗೊಳ್ಳುತ್ತದೆ ಎಂದು ಗ್ರಾಮಸ್ಥರು ತಿಳಿಸಿದರು. xyxy=(914,387,1199,437)
divider xyxy=(1217,789,1532,790)
kolipalya-photo xyxy=(8,464,293,605)
list-item xyxy=(5,1750,333,1816)
list-item xyxy=(5,1673,333,1750)
health-para: ಸುದ್ದಿಗೋಷ್ಠಿಯಲ್ಲಿ ನಗರಸಭೆ ಉಪಾಧ್ಯಕ್ಷೆ, ಸದಸ್ಯರು, ಸ್ಥಾಯಿ ಸಮಿತಿ ಅಧ್ಯಕ್ಷರು, ಪೌರಾಯುಕ್ತರು ಉಪಸ್ಥಿತರಿದ್ದರು. xyxy=(1216,749,1532,781)
day-label: ಬುಧವಾರ xyxy=(1448,15,1500,33)
kdp-heading: ನ.18ರಂದು ಕೆ.ಡಿ.ಪಿ. ಸಭೆ xyxy=(1274,797,1475,824)
sign-text: ನಿಮ್ಮ ಯಾವಾಗಲೂ ಪರಸ್ಪರ ಪ್ರತಿಕಾಯದ್ದಿರುವುದರಿಂದ ಅನಿಸುವುದರಿಂದ ಭೌತಿಕ ಆಸ್ತಿಕ್ಕೆ ಆದುದರಿಂದ ಮತಕ್ಕಿರುವುದಿಲ್ಲ. ಆದ್ದರಿಂದ ಬಂದುಳ ಸಂಬಂಧ ನಿಮ್ಮಾಣಿಗೆ ಕೆಲಸ ವ್ಯವಹಾರ ಪರಸ್ಪರ ಸಂದರ್ಭ ನಿಜವಾಗಿಯೂ ಆಧಾರವಾಗಿರುತ್ತದೆ. ಸ್ಥಳ ಎಂದು ತಿಳಿಯುತ್ತದೆ. xyxy=(64,1195,332,1259)
zodiac-icon-cell xyxy=(6,1756,58,1810)
cinema-para: ನವೆಂಬರ್ 14ರಂದು ತೆರೆಗೆ ಬರುವ ನಿರೀಕ್ಷೆ ಇದೆ ಎಂದು ತಿಳಿಸಿದರು. xyxy=(657,1518,801,1551)
page-number: 2 xyxy=(16,2,42,61)
aquarius-icon: ♒ xyxy=(6,1822,56,1862)
umesh-award-photo xyxy=(612,450,897,600)
lead-para: ಈ ವೇಳೆ ಗ್ರಾಮದ ಹಿರಿಯರು ತಮ್ಮ ಅನಿಸಿಕೆಗಳನ್ನು ಹಂಚಿಕೊಂಡರು. ಸಭೆಯಲ್ಲಿ ಪಂಚಾಯಿತಿ ಅಧ್ಯಕ್ಷರು, ಉಪಾಧ್ಯಕ್ಷರು ಹಾಗೂ ಸದಸ್ಯರು ಭಾಗವಹಿಸಿದ್ದರು ಎಂದು ಹೇಳಿದರು. xyxy=(914,259,1199,309)
virgo-icon: ♍ xyxy=(6,1444,56,1484)
muhurta-line-4: ತೆಲುಗು, ತಮಿಳು, ಮಲಯಾಳಂ xyxy=(351,1800,542,1822)
zodiac-icon-cell xyxy=(6,1822,58,1877)
sign-text: ಪ್ರತಿಕೂಲವಾದ ಸಹಿತಿಗೆ ಮುಖ್ಯ ಮತ್ತು ಹೊಂದಿಕೊಳ್ಳುವ ಸಾಧ್ಯತೆ ಇದೆ. ದಿನ ಮುಗಿಯುತ್ತದೆ. ನಿಮ್ಮ ವಿಶಾಲತೆಯಿಂದ ನಿಮಗೆ ಮತ್ತು ಸಹ ಇಡೀ ಜನರಿಗೆ ಪ್ರಯೋಜನ ಉಂಟಾಗುತ್ತದೆ. ಮನೆಯ ಸಂತೋಷ ಇರುತ್ತದೆ. xyxy=(64,1823,332,1870)
date-label: 12 ನವೆಂಬರ್ 2025 xyxy=(1408,39,1524,57)
health-para: ದಾವಣಗೆರೆ: ನಗರಸಭೆ ವತಿಯಿಂದ ನ.13ರಂದು ಆಟೋ, ಟ್ಯಾಕ್ಸಿ ಮತ್ತು ಇತರೆ ವಾಹನ ಚಾಲಕರಿಗೆ ಉಚಿತ ಆರೋಗ್ಯ ತಪಾಸಣಾ ಶಿಬಿರ ಆಯೋಜಿಸಲಾಗಿದೆ ಎಂದು ತಿಳಿಸಿದರು. xyxy=(1216,345,1532,395)
gatavaibhava-title: ಗತವೈಭವಃ xyxy=(347,971,524,1030)
sanje-cinema-logo xyxy=(657,1301,801,1376)
cinema-para: ಚಿತ್ರದ ಯಶಸ್ಸಿಗೆ ಇಡೀ ತಂಡ ಶ್ರಮಿಸಿದೆ ಎಂದು ನಿರ್ಮಾಪಕರು ಹೇಳಿದರು. xyxy=(657,1559,801,1609)
list-item xyxy=(5,1111,333,1189)
sign-name: ಮಕರ xyxy=(21,1798,43,1810)
